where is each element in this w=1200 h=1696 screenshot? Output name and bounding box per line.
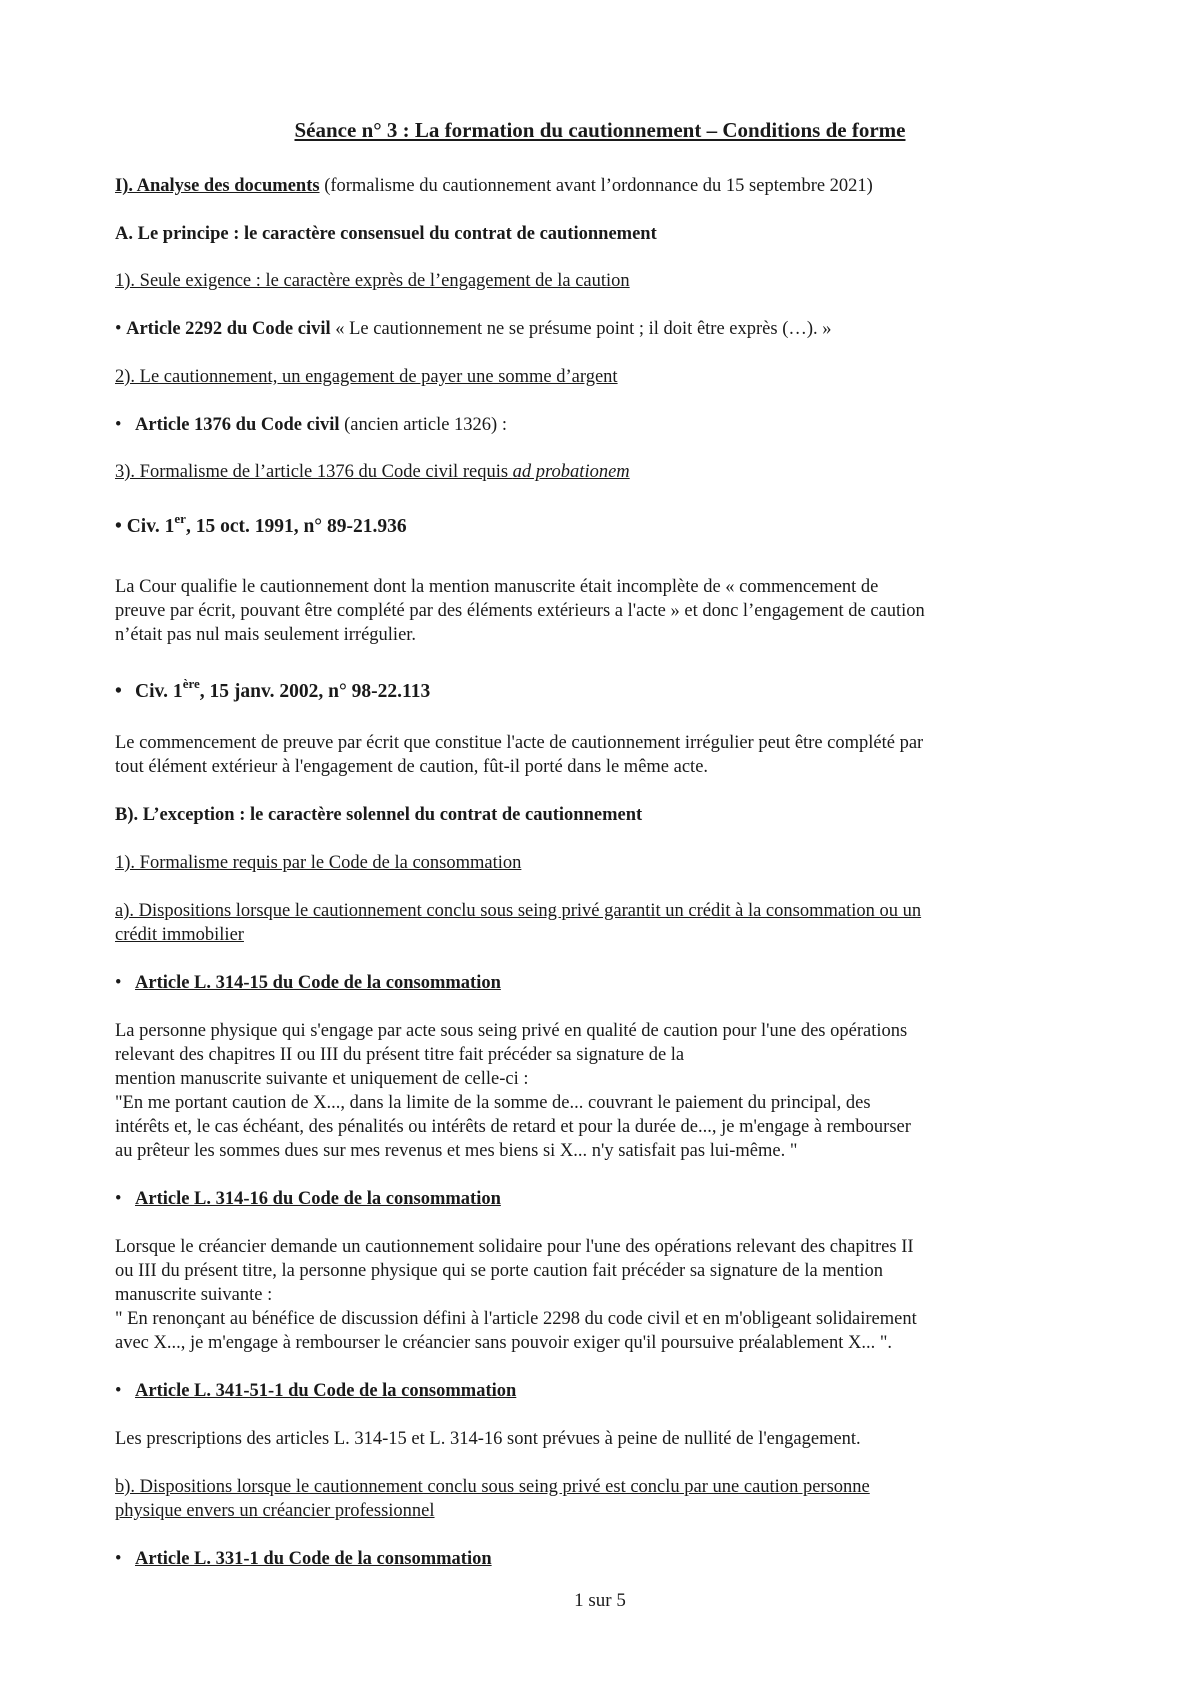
article-text: « Le cautionnement ne se présume point ; il doit être exprès (…). » bbox=[330, 319, 832, 339]
paragraph-line: La Cour qualifie le cautionnement dont la mention manuscrite était incomplète de « commencement de bbox=[115, 577, 879, 597]
page-title: Séance n° 3 : La formation du cautionnement – Conditions de forme bbox=[294, 118, 906, 142]
case-prefix: Civ. 1 bbox=[126, 516, 175, 537]
article-label: Article L. 314-16 du Code de la consommation bbox=[135, 1189, 501, 1209]
bullet-icon: • bbox=[115, 516, 127, 537]
article-text: (ancien article 1326) : bbox=[339, 415, 507, 435]
paragraph-line: relevant des chapitres II ou III du présent titre fait précéder sa signature de la bbox=[115, 1045, 685, 1065]
paragraph-line: tout élément extérieur à l'engagement de caution, fût-il porté dans le même acte. bbox=[115, 757, 709, 777]
section-note: (formalisme du cautionnement avant l’ordonnance du 15 septembre 2021) bbox=[319, 176, 873, 196]
article-l314-15 bbox=[115, 971, 501, 995]
bullet-icon: • bbox=[115, 1549, 122, 1569]
article-label: Article 1376 du Code civil bbox=[135, 415, 340, 435]
bullet-icon: • bbox=[115, 1381, 122, 1401]
paragraph-line: ou III du présent titre, la personne physique qui se porte caution fait précéder sa signature de la mention bbox=[115, 1261, 884, 1281]
bullet-icon: • bbox=[115, 415, 122, 435]
subsection-a2: 2). Le cautionnement, un engagement de payer une somme d’argent bbox=[115, 367, 618, 387]
subheading-b: B). L’exception : le caractère solennel du contrat de cautionnement bbox=[115, 805, 643, 825]
case-suffix: , 15 oct. 1991, n° 89-21.936 bbox=[185, 516, 407, 537]
paragraph-line: au prêteur les sommes dues sur mes revenus et mes biens si X... n'y satisfait pas lui-même. " bbox=[115, 1141, 798, 1161]
subsection-bb: physique envers un créancier professionnel bbox=[115, 1501, 435, 1521]
article-2292 bbox=[115, 317, 832, 341]
paragraph-line: Le commencement de preuve par écrit que constitue l'acte de cautionnement irrégulier peut être complété par bbox=[115, 733, 924, 753]
article-l331-1 bbox=[115, 1547, 492, 1571]
subsection-ba: a). Dispositions lorsque le cautionnement conclu sous seing privé garantit un crédit à la consommation ou un bbox=[115, 901, 922, 921]
bullet-icon: • bbox=[115, 1189, 122, 1209]
article-label: Article L. 341-51-1 du Code de la consommation bbox=[135, 1381, 517, 1401]
subsection-italic: ad probationem bbox=[512, 462, 630, 482]
paragraph-line: n’était pas nul mais seulement irrégulier. bbox=[115, 625, 417, 645]
article-label: Article 2292 du Code civil bbox=[126, 319, 331, 339]
subsection-bb: b). Dispositions lorsque le cautionnement conclu sous seing privé est conclu par une caution personne bbox=[115, 1477, 870, 1497]
subsection-a3 bbox=[115, 460, 630, 484]
case-suffix: , 15 janv. 2002, n° 98-22.113 bbox=[199, 681, 431, 702]
article-l341-51-1 bbox=[115, 1379, 516, 1403]
article-l314-16 bbox=[115, 1187, 501, 1211]
paragraph-line: " En renonçant au bénéfice de discussion défini à l'article 2298 du code civil et en m'obligeant solidairement bbox=[115, 1309, 917, 1329]
paragraph-line: mention manuscrite suivante et uniquement de celle-ci : bbox=[115, 1069, 529, 1089]
paragraph-line: intérêts et, le cas échéant, des pénalités ou intérêts de retard et pour la durée de..., je m'engage à rembourser bbox=[115, 1117, 911, 1137]
article-label: Article L. 314-15 du Code de la consommation bbox=[135, 973, 501, 993]
paragraph-line: manuscrite suivante : bbox=[115, 1285, 273, 1305]
paragraph-line: Les prescriptions des articles L. 314-15 et L. 314-16 sont prévues à peine de nullité de l'engagement. bbox=[115, 1429, 861, 1449]
paragraph-line: "En me portant caution de X..., dans la limite de la somme de... couvrant le paiement du principal, des bbox=[115, 1093, 871, 1113]
case-civ-1991 bbox=[115, 510, 407, 539]
subsection-ba: crédit immobilier bbox=[115, 925, 244, 945]
bullet-icon: • bbox=[115, 319, 127, 339]
subsection-b1: 1). Formalisme requis par le Code de la consommation bbox=[115, 853, 522, 873]
section-heading bbox=[115, 174, 873, 198]
subheading-a: A. Le principe : le caractère consensuel du contrat de cautionnement bbox=[115, 224, 657, 244]
subsection-a1: 1). Seule exigence : le caractère exprès de l’engagement de la caution bbox=[115, 271, 630, 291]
case-civ-2002 bbox=[115, 675, 431, 704]
case-sup: er bbox=[174, 510, 186, 526]
article-label: Article L. 331-1 du Code de la consommation bbox=[135, 1549, 492, 1569]
paragraph-line: La personne physique qui s'engage par acte sous seing privé en qualité de caution pour l'une des opérations bbox=[115, 1021, 908, 1041]
section-label: I). Analyse des documents bbox=[115, 176, 320, 196]
paragraph-line: avec X..., je m'engage à rembourser le créancier sans pouvoir exiger qu'il poursuive préalablement X... ". bbox=[115, 1333, 893, 1353]
case-sup: ère bbox=[182, 675, 200, 691]
paragraph-line: Lorsque le créancier demande un cautionnement solidaire pour l'une des opérations relevant des chapitres II bbox=[115, 1237, 914, 1257]
paragraph-line: preuve par écrit, pouvant être complété par des éléments extérieurs a l'acte » et donc l’engagement de caution bbox=[115, 601, 925, 621]
page-number: 1 sur 5 bbox=[574, 1590, 626, 1611]
case-prefix: Civ. 1 bbox=[135, 681, 183, 702]
article-1376 bbox=[115, 413, 507, 437]
bullet-icon: • bbox=[115, 973, 122, 993]
subsection-text: 3). Formalisme de l’article 1376 du Code civil requis bbox=[115, 462, 513, 482]
bullet-icon: • bbox=[115, 681, 122, 702]
